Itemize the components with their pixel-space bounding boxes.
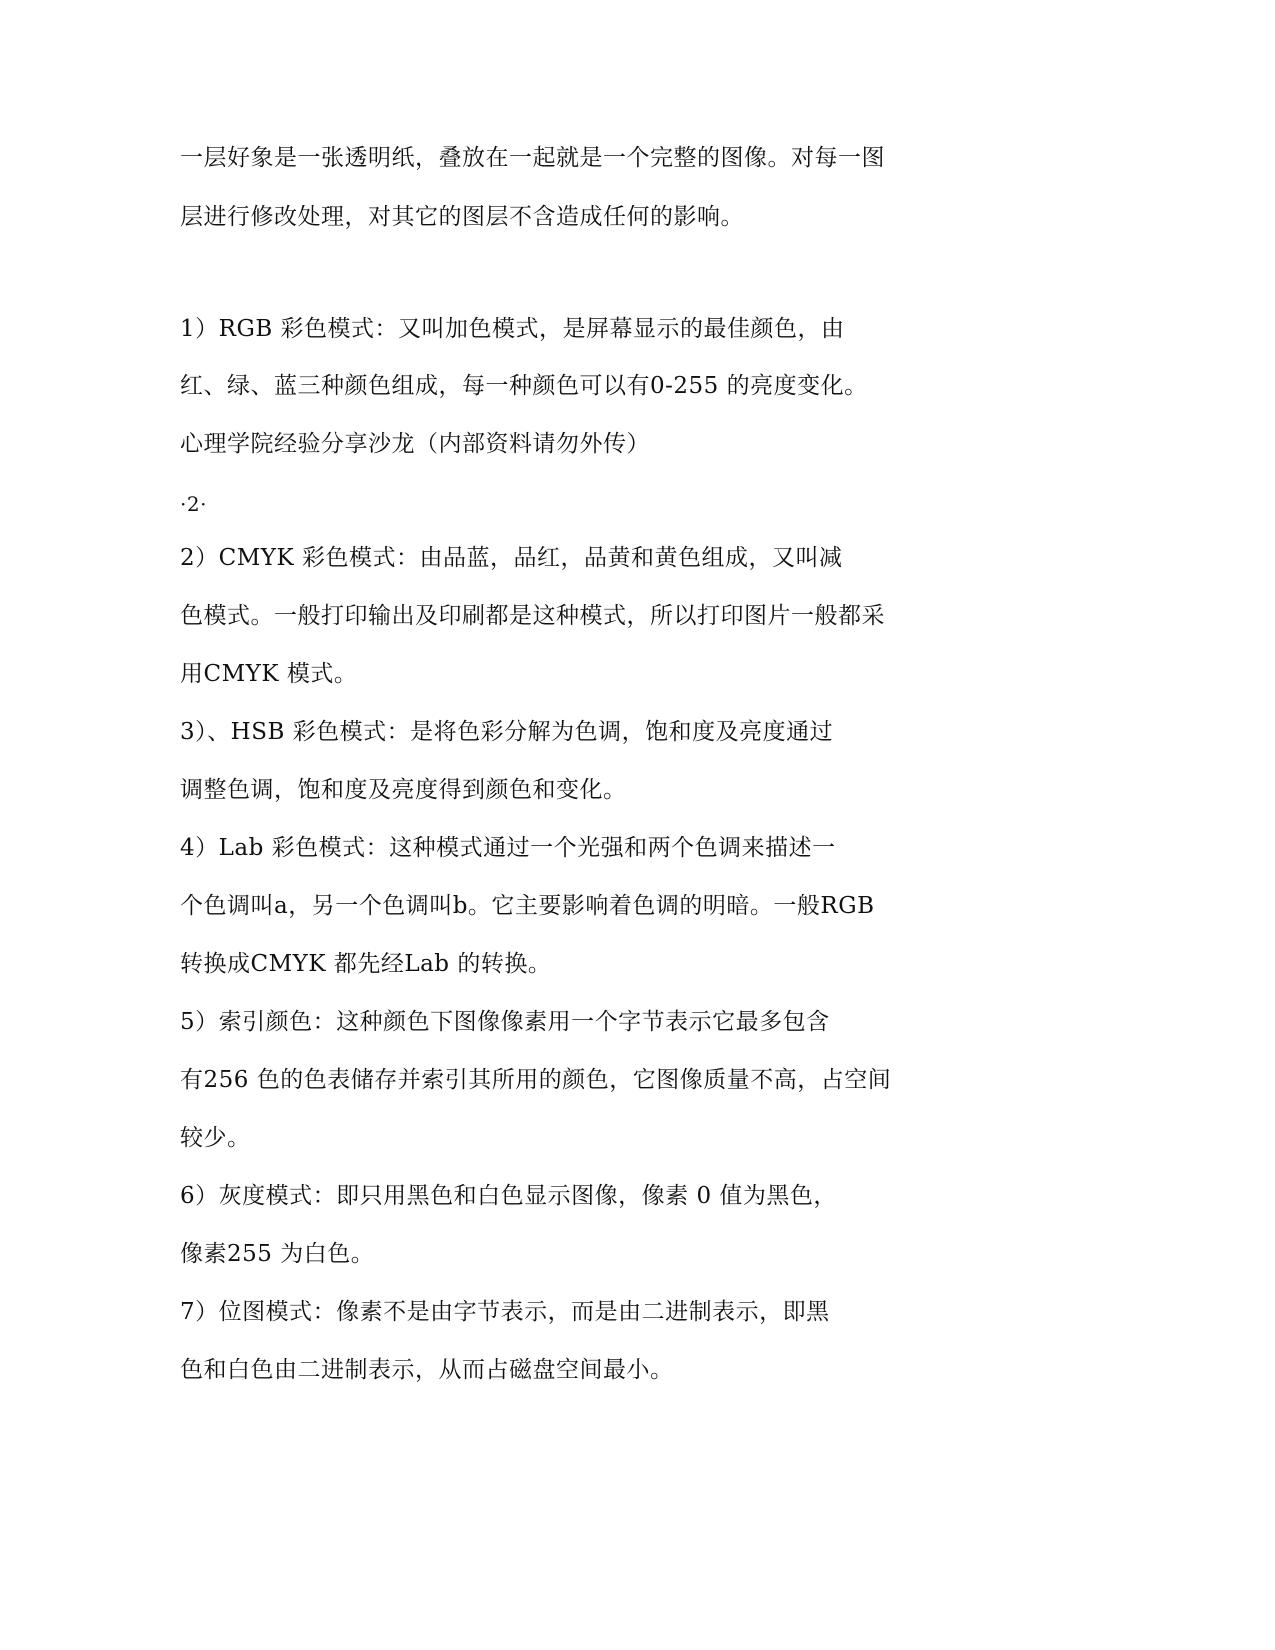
paragraph-line: 7）位图模式：像素不是由字节表示，而是由二进制表示，即黑 <box>180 1299 830 1325</box>
paragraph-line: 5）索引颜色：这种颜色下图像像素用一个字节表示它最多包含 <box>180 1009 830 1035</box>
paragraph-line: 1）RGB 彩色模式：又叫加色模式，是屏幕显示的最佳颜色，由 <box>180 316 845 342</box>
paragraph-line: 4）Lab 彩色模式：这种模式通过一个光强和两个色调来描述一 <box>180 835 836 861</box>
paragraph-line: 2）CMYK 彩色模式：由品蓝，品红，品黄和黄色组成，又叫减 <box>180 545 843 571</box>
paragraph-line: 有256 色的色表储存并索引其所用的颜色，它图像质量不高，占空间 <box>180 1067 892 1093</box>
paragraph-line: 6）灰度模式：即只用黑色和白色显示图像，像素 0 值为黑色， <box>180 1183 837 1209</box>
paragraph-line: 3）、HSB 彩色模式：是将色彩分解为色调，饱和度及亮度通过 <box>180 719 834 745</box>
paragraph-line: 一层好象是一张透明纸，叠放在一起就是一个完整的图像。对每一图 <box>180 145 885 171</box>
paragraph-line: 转换成CMYK 都先经Lab 的转换。 <box>180 951 552 977</box>
paragraph-line: 较少。 <box>180 1125 251 1151</box>
paragraph-line: 红、绿、蓝三种颜色组成，每一种颜色可以有0-255 的亮度变化。 <box>180 373 868 399</box>
footer-note: 心理学院经验分享沙龙（内部资料请勿外传） <box>180 431 650 457</box>
paragraph-line: 层进行修改处理，对其它的图层不含造成任何的影响。 <box>180 204 744 230</box>
paragraph-line: 用CMYK 模式。 <box>180 661 358 687</box>
page-number: ·2· <box>180 492 207 516</box>
paragraph-line: 色和白色由二进制表示，从而占磁盘空间最小。 <box>180 1357 674 1383</box>
paragraph-line: 调整色调，饱和度及亮度得到颜色和变化。 <box>180 777 627 803</box>
paragraph-line: 像素255 为白色。 <box>180 1241 375 1267</box>
paragraph-line: 个色调叫a，另一个色调叫b。它主要影响着色调的明暗。一般RGB <box>180 893 875 919</box>
paragraph-line: 色模式。一般打印输出及印刷都是这种模式，所以打印图片一般都采 <box>180 603 885 629</box>
